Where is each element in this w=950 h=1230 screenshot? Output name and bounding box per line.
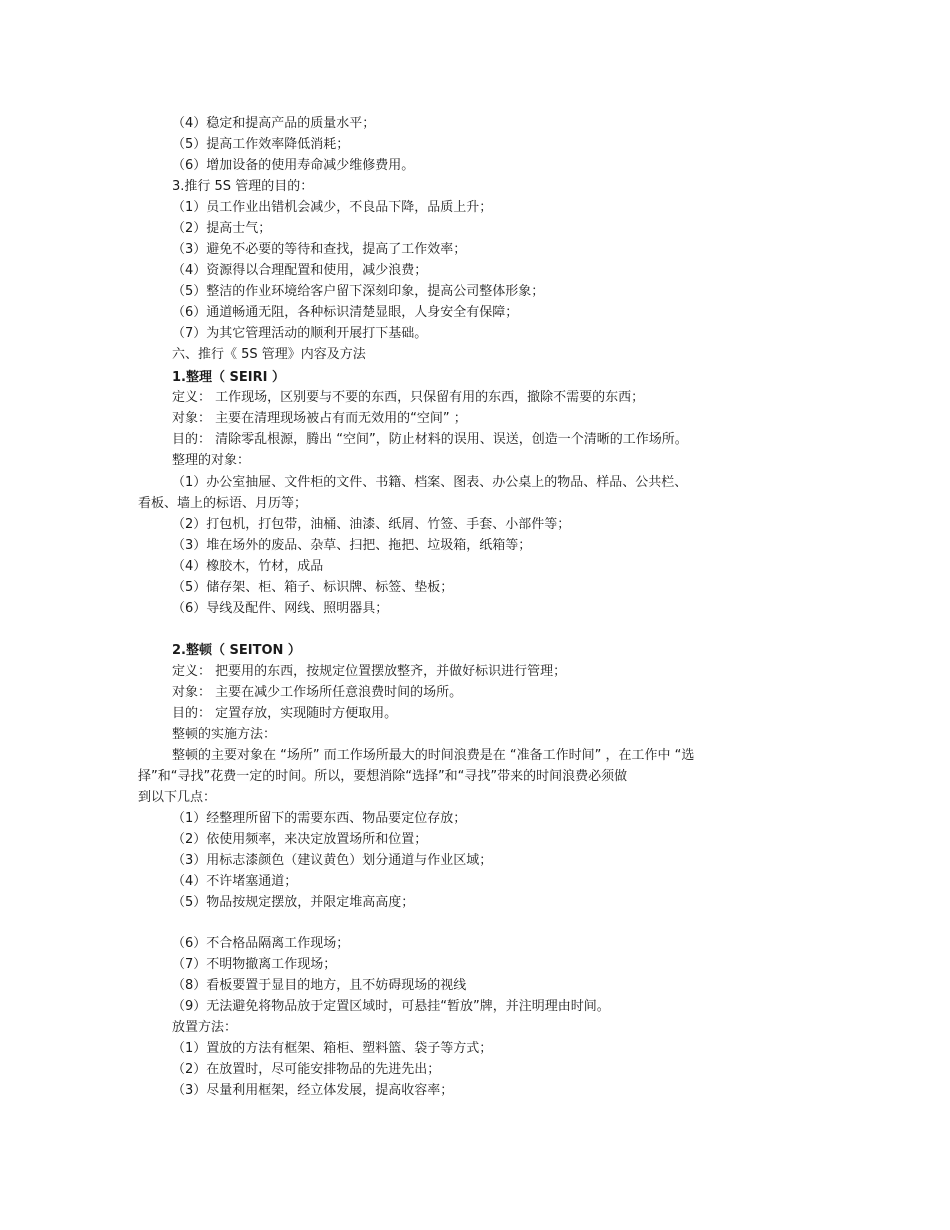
text-line: （1）置放的方法有框架、箱柜、塑料篮、袋子等方式； bbox=[172, 1041, 493, 1056]
text-line: 择”和“寻找”花费一定的时间。所以，要想消除“选择”和“寻找”带来的时间浪费必须做 bbox=[138, 769, 628, 784]
text-line: （4）橡胶木，竹材，成品 bbox=[172, 559, 324, 574]
text-line: 看板、墙上的标语、月历等； bbox=[138, 496, 308, 511]
text-line: （4）不许堵塞通道； bbox=[172, 874, 298, 889]
text-line: （6）导线及配件、网线、照明器具； bbox=[172, 601, 389, 616]
subsection-heading-seiri: 1.整理（ SEIRI ） bbox=[172, 370, 285, 385]
text-line: 定义： 工作现场，区别要与不要的东西，只保留有用的东西，撤除不需要的东西； bbox=[172, 390, 645, 405]
text-line: （6）通道畅通无阻，各种标识清楚显眼，人身安全有保障； bbox=[172, 305, 519, 320]
text-line: 到以下几点： bbox=[138, 790, 217, 805]
text-line: 目的： 清除零乱根源，腾出 “空间”，防止材料的误用、误送，创造一个清晰的工作场所。 bbox=[172, 432, 688, 447]
text-line: 对象： 主要在清理现场被占有而无效用的“空间” ； bbox=[172, 411, 467, 426]
text-line: （1）员工作业出错机会减少，不良品下降，品质上升； bbox=[172, 200, 493, 215]
text-line: （2）依使用频率，来决定放置场所和位置； bbox=[172, 832, 428, 847]
text-line: （2）提高士气； bbox=[172, 221, 272, 236]
text-line: （6）增加设备的使用寿命减少维修费用。 bbox=[172, 158, 415, 173]
text-line: （4）稳定和提高产品的质量水平； bbox=[172, 116, 376, 131]
text-line: （2）打包机，打包带，油桶、油漆、纸屑、竹签、手套、小部件等； bbox=[172, 517, 571, 532]
text-line: 整顿的实施方法： bbox=[172, 727, 277, 742]
section-heading: 3.推行 5S 管理的目的： bbox=[172, 179, 314, 194]
text-line: （5）物品按规定摆放，并限定堆高高度； bbox=[172, 895, 415, 910]
text-line: （4）资源得以合理配置和使用，减少浪费； bbox=[172, 263, 428, 278]
text-line: （5）整洁的作业环境给客户留下深刻印象，提高公司整体形象； bbox=[172, 284, 545, 299]
subsection-heading-seiton: 2.整顿（ SEITON ） bbox=[172, 643, 301, 658]
text-line: （1）办公室抽屉、文件柜的文件、书籍、档案、图表、办公桌上的物品、样品、公共栏、 bbox=[172, 475, 688, 490]
text-line: （5）储存架、柜、箱子、标识牌、标签、垫板； bbox=[172, 580, 454, 595]
text-line: 整顿的主要对象在 “场所” 而工作场所最大的时间浪费是在 “准备工作时间” ，在工作中 “选 bbox=[172, 748, 695, 763]
section-heading: 六、推行《 5S 管理》内容及方法 bbox=[172, 347, 366, 362]
text-line: （2）在放置时，尽可能安排物品的先进先出； bbox=[172, 1062, 441, 1077]
text-line: （8）看板要置于显目的地方，且不妨碍现场的视线 bbox=[172, 978, 467, 993]
text-line: （3）堆在场外的废品、杂草、扫把、拖把、垃圾箱，纸箱等； bbox=[172, 538, 532, 553]
text-line: 放置方法： bbox=[172, 1020, 238, 1035]
text-line: （7）不明物撤离工作现场； bbox=[172, 957, 337, 972]
text-line: （9）无法避免将物品放于定置区域时，可悬挂“暂放”牌，并注明理由时间。 bbox=[172, 999, 610, 1014]
text-line: （7）为其它管理活动的顺利开展打下基础。 bbox=[172, 326, 428, 341]
text-line: （3）尽量利用框架，经立体发展，提高收容率； bbox=[172, 1083, 454, 1098]
text-line: 目的： 定置存放，实现随时方便取用。 bbox=[172, 706, 398, 721]
text-line: 定义： 把要用的东西，按规定位置摆放整齐，并做好标识进行管理； bbox=[172, 664, 567, 679]
text-line: （6）不合格品隔离工作现场； bbox=[172, 936, 350, 951]
text-line: （3）用标志漆颜色（建议黄色）划分通道与作业区域； bbox=[172, 853, 493, 868]
text-line: （3）避免不必要的等待和查找，提高了工作效率； bbox=[172, 242, 467, 257]
text-line: （1）经整理所留下的需要东西、物品要定位存放； bbox=[172, 811, 467, 826]
text-line: （5）提高工作效率降低消耗； bbox=[172, 137, 350, 152]
text-line: 对象： 主要在减少工作场所任意浪费时间的场所。 bbox=[172, 685, 463, 700]
text-line: 整理的对象： bbox=[172, 453, 251, 468]
